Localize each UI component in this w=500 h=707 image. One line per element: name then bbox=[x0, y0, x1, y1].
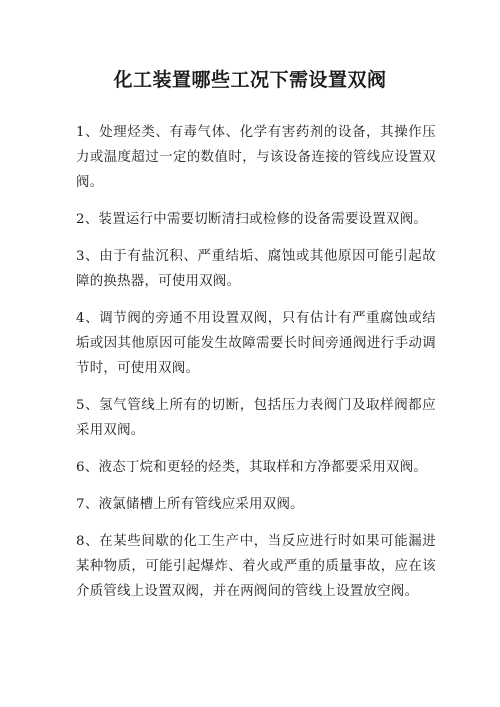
list-item-5: 5、氢气管线上所有的切断，包括压力表阀门及取样阀都应采用双阀。 bbox=[76, 398, 436, 438]
list-item-3: 3、由于有盐沉积、严重结垢、腐蚀或其他原因可能引起故障的换热器，可使用双阀。 bbox=[76, 249, 436, 289]
document-title: 化工装置哪些工况下需设置双阀 bbox=[113, 69, 387, 91]
list-item-1: 1、处理烃类、有毒气体、化学有害药剂的设备，其操作压力或温度超过一定的数值时，与该设备连接的管线应设置双阀。 bbox=[76, 125, 436, 190]
list-item-6: 6、液态丁烷和更轻的烃类，其取样和方净都要采用双阀。 bbox=[76, 460, 428, 475]
list-item-2: 2、装置运行中需要切断清扫或检修的设备需要设置双阀。 bbox=[76, 212, 428, 227]
item-list bbox=[76, 120, 436, 604]
list-item-7: 7、液氯储槽上所有管线应采用双阀。 bbox=[76, 497, 304, 512]
list-item-8: 8、在某些间歇的化工生产中，当反应进行时如果可能漏进某种物质，可能引起爆炸、着火或严重的质量事故，应在该介质管线上设置双阀，并在两阀间的管线上设置放空阀。 bbox=[76, 534, 436, 599]
list-item-4: 4、调节阀的旁通不用设置双阀，只有估计有严重腐蚀或结垢或因其他原因可能发生故障需要长时间旁通阀进行手动调节时，可使用双阀。 bbox=[76, 311, 436, 376]
